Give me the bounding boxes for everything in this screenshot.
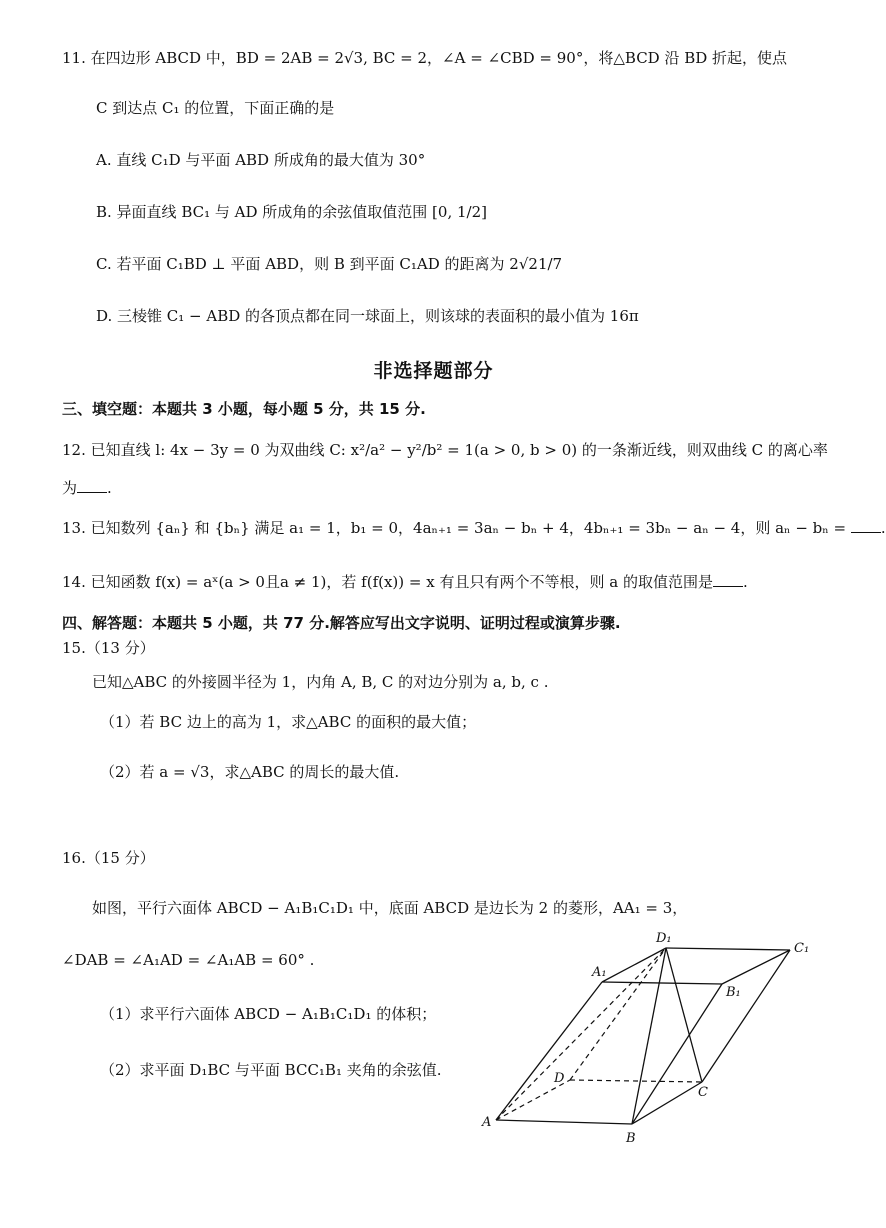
q12-answer-blank[interactable] <box>77 478 107 493</box>
edge-c-c1 <box>702 950 790 1082</box>
q13-line: 13. 已知数列 {aₙ} 和 {bₙ} 满足 a₁ = 1，b₁ = 0，4aₙ₊₁ = 3aₙ − bₙ + 4，4bₙ₊₁ = 3bₙ − aₙ − 4，则 aₙ − bₙ = . <box>62 519 886 537</box>
q16-part1: （1）求平行六面体 ABCD − A₁B₁C₁D₁ 的体积； <box>100 1005 437 1023</box>
edge-b-c <box>632 1082 702 1124</box>
q16-stem1: 如图，平行六面体 ABCD − A₁B₁C₁D₁ 中，底面 ABCD 是边长为 2 的菱形，AA₁ = 3， <box>92 899 688 917</box>
section-3-heading: 三、填空题：本题共 3 小题，每小题 5 分，共 15 分. <box>62 400 426 418</box>
edge-d-c-hidden <box>570 1080 702 1082</box>
label-c: C <box>698 1085 708 1100</box>
part-title: 非选择题部分 <box>373 360 494 382</box>
q16-stem2: ∠DAB = ∠A₁AD = ∠A₁AB = 60° . <box>62 951 315 969</box>
label-d: D <box>554 1071 565 1086</box>
q12-line2-text: 为 <box>62 479 78 497</box>
q11-option-d: D. 三棱锥 C₁ − ABD 的各顶点都在同一球面上，则该球的表面积的最小值为 16π <box>96 307 639 325</box>
q12-line2: 为 . <box>62 479 112 497</box>
edge-c1-d1 <box>666 948 790 950</box>
q13-answer-blank[interactable] <box>851 518 881 533</box>
q16-head: 16.（15 分） <box>62 849 155 867</box>
q11-option-c: C. 若平面 C₁BD ⊥ 平面 ABD，则 B 到平面 C₁AD 的距离为 2√21/7 <box>96 255 563 273</box>
q11-option-b: B. 异面直线 BC₁ 与 AD 所成角的余弦值取值范围 [0, 1/2] <box>96 203 487 221</box>
q15-head: 15.（13 分） <box>62 639 155 657</box>
q15-part2: （2）若 a = √3，求△ABC 的周长的最大值. <box>100 763 400 781</box>
edge-a1-b1 <box>602 982 722 984</box>
q14-answer-blank[interactable] <box>713 572 743 587</box>
edge-a-a1 <box>496 982 602 1120</box>
label-d1: D₁ <box>656 931 672 946</box>
edge-a-d-hidden <box>496 1080 570 1120</box>
edge-d-d1-hidden <box>570 948 666 1080</box>
q13-text: 13. 已知数列 {aₙ} 和 {bₙ} 满足 a₁ = 1，b₁ = 0，4aₙ₊₁ = 3aₙ − bₙ + 4，4bₙ₊₁ = 3bₙ − aₙ − 4，则 aₙ − bₙ = <box>62 519 847 537</box>
q15-stem: 已知△ABC 的外接圆半径为 1，内角 A, B, C 的对边分别为 a, b, c . <box>92 673 549 691</box>
q12-line1: 12. 已知直线 l: 4x − 3y = 0 为双曲线 C: x²/a² − y²/b² = 1(a > 0, b > 0) 的一条渐近线，则双曲线 C 的离心率 <box>62 441 828 459</box>
label-b1: B₁ <box>726 985 741 1000</box>
label-a: A <box>482 1115 492 1130</box>
label-a1: A₁ <box>592 965 607 980</box>
q16-part2: （2）求平面 D₁BC 与平面 BCC₁B₁ 夹角的余弦值. <box>100 1061 442 1079</box>
q11-line1: 11. 在四边形 ABCD 中，BD = 2AB = 2√3, BC = 2，∠A = ∠CBD = 90°，将△BCD 沿 BD 折起，使点 <box>62 49 788 67</box>
q11-line2: C 到达点 C₁ 的位置，下面正确的是 <box>96 99 335 117</box>
section-4-heading: 四、解答题：本题共 5 小题，共 77 分.解答应写出文字说明、证明过程或演算步骤. <box>62 614 621 632</box>
q11-option-a: A. 直线 C₁D 与平面 ABD 所成角的最大值为 30° <box>96 151 426 169</box>
edge-a-b <box>496 1120 632 1124</box>
segment-a-d1-hidden <box>496 948 666 1120</box>
edge-b1-c1 <box>722 950 790 984</box>
q15-part1: （1）若 BC 边上的高为 1，求△ABC 的面积的最大值； <box>100 713 477 731</box>
parallelepiped-figure <box>470 920 830 1150</box>
label-c1: C₁ <box>794 941 810 956</box>
q14-text: 14. 已知函数 f(x) = aˣ(a > 0且a ≠ 1)，若 f(f(x)) = x 有且只有两个不等根，则 a 的取值范围是 <box>62 573 713 591</box>
edge-d1-a1 <box>602 948 666 982</box>
q14-line: 14. 已知函数 f(x) = aˣ(a > 0且a ≠ 1)，若 f(f(x)) = x 有且只有两个不等根，则 a 的取值范围是 . <box>62 573 748 591</box>
label-b: B <box>626 1131 636 1146</box>
